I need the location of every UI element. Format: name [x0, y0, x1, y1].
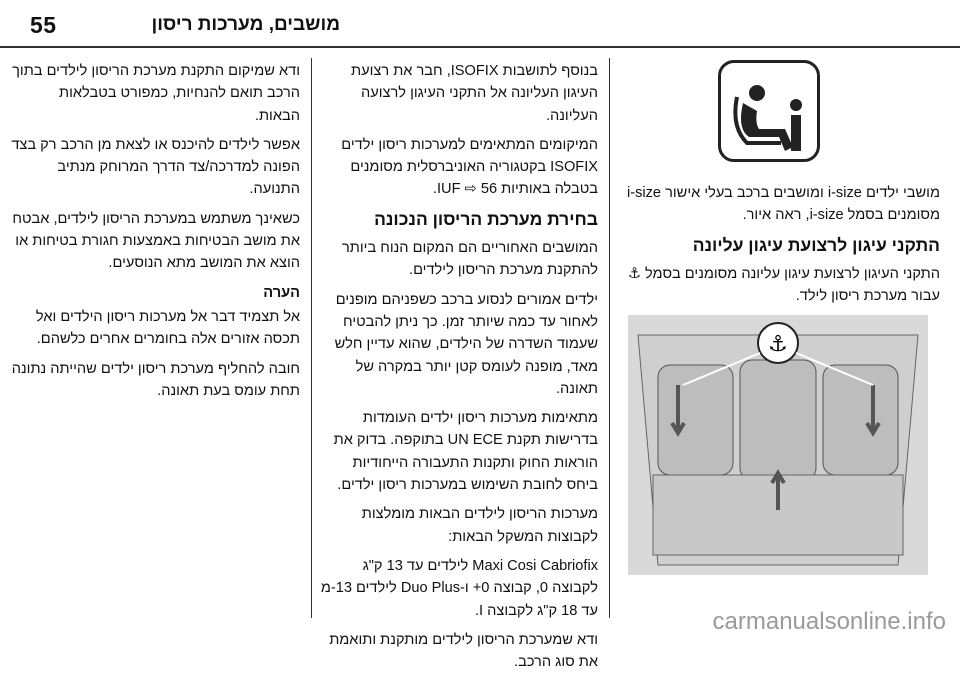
- right-column: [618, 60, 940, 575]
- column-divider: [311, 58, 312, 618]
- note-paragraph-2: חובה להחליף מערכת ריסון ילדים שהייתה נתונה תחת עומס בעת תאונה.: [11, 360, 300, 399]
- iuf-paragraph: המיקומים המתאימים למערכות ריסון ילדים ISOFIX בקטגוריה האוניברסלית מסומנים בטבלה באותיות IUF ⇨ 56.: [341, 136, 598, 198]
- top-tether-paragraph: התקני העיגון לרצועת עיגון עליונה מסומנים בסמל ⚓ עבור מערכת ריסון לילד.: [627, 265, 940, 305]
- watermark: carmanualsonline.info: [712, 608, 946, 635]
- top-tether-heading: התקני עיגון לרצועת עיגון עליונה: [692, 234, 940, 255]
- svg-text:⚓: ⚓: [768, 332, 788, 358]
- left-column: [10, 60, 300, 409]
- rear-facing-paragraph: ילדים אמורים לנסוע ברכב כשפניהם מופנים לאחור עד כמה שיותר זמן. כך ניתן להבטיח שעמוד השדרה של הילדים, שהוא עדיין חלש מאד, מופנה לעומס קטן יותר במקרה של תאונה.: [334, 291, 598, 397]
- secure-unused-paragraph: כשאינך משתמש במערכת הריסון לילדים, אבטח את מושב הבטיחות באמצעות חגורת בטיחות או הוצא את המושב מתא הנוסעים.: [12, 210, 300, 272]
- isofix-tether-paragraph: בנוסף לתושבות ISOFIX, חבר את רצועת העיגון העליונה אל התקני העיגון לרצועה העליונה.: [351, 63, 598, 124]
- recommended-systems-paragraph: Maxi Cosi Cabriofix לילדים עד 13 ק"ג לקבוצה 0, קבוצה 0+ ו-Duo Plus לילדים 13-מ עד 18 ק"ג לקבוצה I.: [320, 557, 598, 619]
- column-divider: [609, 58, 610, 618]
- note-heading: הערה: [263, 284, 300, 301]
- choosing-system-heading: בחירת מערכת הריסון הנכונה: [374, 208, 598, 229]
- running-title: מושבים, מערכות ריסון: [151, 14, 340, 35]
- un-ece-paragraph: מתאימות מערכות ריסון ילדים העומדות בדרישות תקנת UN ECE בתוקפה. בדוק את הוראות החוק ותקנות התעבורה הייחודיות ביחס לחובת השימוש במערכות ריסון ילדים.: [333, 410, 598, 494]
- child-seat-isofix-info-icon: [718, 60, 820, 162]
- isize-paragraph: מושבי ילדים i-size ומושבים ברכב בעלי אישור i-size מסומנים בסמל i-size, ראה איור.: [626, 185, 940, 224]
- recommended-intro-paragraph: מערכות הריסון לילדים הבאות מומלצות לקבוצות המשקל הבאות:: [361, 506, 598, 545]
- installation-location-paragraph: ודא שמיקום התקנת מערכת הריסון לילדים בתוך הרכב תואם להנחיות, כמפורט בטבלאות הבאות.: [12, 63, 300, 124]
- car-interior-anchor-points-image: [628, 315, 928, 575]
- page-header: [0, 0, 960, 48]
- note-paragraph-1: אל תצמיד דבר אל מערכות ריסון הילדים ואל תכסה אזורים אלה בחומרים אחרים כלשהם.: [35, 308, 300, 348]
- compatibility-paragraph: ודא שמערכת הריסון לילדים מותקנת ותואמת את סוג הרכב.: [329, 631, 598, 671]
- middle-column: [320, 60, 598, 680]
- page-number: 55: [30, 12, 57, 38]
- rear-seats-paragraph: המושבים האחוריים הם המקום הנוח ביותר להתקנת מערכת הריסון לילדים.: [341, 240, 598, 279]
- curbside-paragraph: אפשר לילדים להיכנס או לצאת מן הרכב רק בצד הפונה למדרכה/צד הדרך המרוחק מנתיב התנועה.: [11, 136, 300, 198]
